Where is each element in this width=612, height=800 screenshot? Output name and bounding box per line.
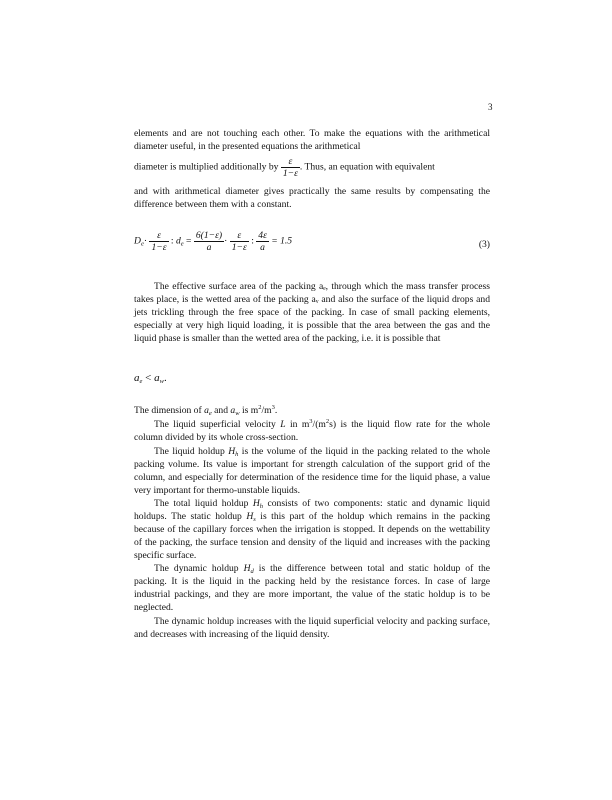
var: H — [228, 446, 236, 457]
sub: w — [235, 410, 240, 417]
fraction-denominator: 1−ε — [282, 168, 298, 179]
paragraph-liquid-holdup — [134, 445, 490, 497]
paragraph-arithmetic-diameter — [134, 127, 490, 153]
var: L — [280, 419, 286, 430]
fraction-denominator: a — [260, 242, 265, 253]
page-number: 3 — [488, 102, 493, 112]
text: s) is the liquid flow rate for the whole column divided by its whole cross-section. — [134, 419, 490, 444]
eq-colon: : — [168, 235, 176, 247]
eq-fraction-4 — [256, 230, 269, 253]
eq-colon: : — [248, 235, 257, 247]
ineq-a: a — [134, 372, 140, 384]
eq-dot: · — [224, 235, 228, 247]
ineq-end: . — [163, 372, 167, 384]
sub: d — [250, 568, 254, 575]
eq-d-sub: e — [180, 240, 184, 248]
sub: h — [235, 451, 239, 458]
text: . — [274, 405, 278, 416]
paragraph-superficial-velocity — [134, 418, 490, 444]
eq-dot: · — [143, 235, 148, 247]
eq-d: d — [175, 235, 181, 247]
paragraph-multiplier-line — [134, 156, 490, 179]
fraction-denominator: 1−ε — [231, 242, 247, 253]
var: H — [246, 511, 254, 523]
text: The total liquid holdup — [154, 498, 253, 509]
paragraph-dimension — [134, 404, 490, 417]
equation-3 — [134, 230, 490, 253]
fraction-numerator: ε — [149, 230, 168, 242]
sup: 3 — [309, 418, 313, 425]
paragraph-text: The dynamic holdup increases with the liquid superficial velocity and packing surface, and decreases with increasing of the liquid density. — [134, 616, 490, 641]
text: /m — [261, 405, 272, 416]
eq-equals: = — [183, 235, 194, 247]
var: H — [252, 498, 260, 509]
eq-D-sub: e — [140, 240, 144, 248]
text: The liquid holdup — [154, 446, 229, 457]
fraction-denominator: 1−ε — [151, 242, 167, 253]
sub: s — [253, 516, 256, 524]
text: . Thus, an equation with equivalent — [299, 161, 435, 173]
ineq-sub: e — [139, 378, 143, 385]
text: is this part of the holdup which remains in the packing because of the capillary forces when the irrigation is stopped. It depends on the wettability of the packing, the surface tension and density of the liquid and increases with the packing specific surface. — [134, 511, 490, 562]
var: a — [230, 405, 236, 416]
text: consists of two components: static and dynamic liquid holdups. The static holdup — [134, 498, 490, 523]
sup: 2 — [325, 418, 330, 425]
text: and — [211, 405, 231, 416]
eq-fraction-2 — [194, 230, 224, 253]
paragraph-dynamic-holdup-increase — [134, 615, 490, 641]
sub: e — [208, 410, 212, 417]
paragraph-dynamic-holdup — [134, 562, 490, 614]
ineq-sub: w — [159, 378, 164, 385]
eq-fraction-1 — [149, 230, 168, 253]
paragraph-text: and with arithmetical diameter gives practically the same results by compensating the difference between them with a constant. — [134, 186, 490, 211]
inequality — [134, 372, 490, 384]
text: The dimension of — [134, 405, 205, 416]
text: diameter is multiplied additionally by — [134, 161, 279, 173]
text: The liquid superficial velocity — [154, 419, 281, 430]
fraction-numerator: ε — [230, 230, 249, 242]
ineq-a: a — [154, 372, 160, 384]
fraction-numerator: ε — [281, 156, 300, 168]
paragraph-compensation — [134, 185, 490, 211]
text: The dynamic holdup — [154, 563, 244, 574]
paragraph-text: The effective surface area of the packing aₑ, through which the mass transfer process takes place, is the wetted area of the packing aᵥ and also the surface of the liquid drops and jets trickling through the free space of the packing. In case of small packing elements, especially at very high liquid loading, it is possible that the area between the gas and the liquid phase is smaller than the wetted area of the packing, i.e. it is possible that — [134, 281, 490, 345]
equation-number: (3) — [478, 239, 490, 250]
text: is the difference between total and static holdup of the packing. It is the liquid in the packing held by the resistance forces. In case of large industrial packings, and they are more important, the value of the static holdup is to be neglected. — [134, 563, 491, 614]
sup: 3 — [271, 404, 275, 411]
var: H — [243, 563, 251, 574]
ineq-op: < — [142, 372, 155, 384]
eq-fraction-3 — [230, 230, 249, 253]
fraction-numerator: 4ε — [258, 230, 267, 241]
fraction-eps — [281, 156, 300, 179]
text: in m — [285, 419, 310, 430]
eq-result: = 1.5 — [268, 235, 293, 247]
eq-D: D — [134, 235, 141, 247]
paragraph-total-holdup — [134, 497, 490, 562]
fraction-numerator: 6(1−ε) — [195, 230, 223, 241]
text: /(m — [312, 419, 326, 430]
fraction-denominator: a — [206, 242, 212, 253]
paragraph-text: elements and are not touching each other. To make the equations with the arithmetical diameter useful, in the presented equations the arithmetical — [134, 128, 490, 153]
var: a — [204, 405, 209, 416]
text: is m — [239, 405, 259, 416]
paragraph-effective-surface — [134, 280, 490, 345]
sup: 2 — [258, 404, 262, 411]
sub: h — [259, 503, 264, 510]
text: is the volume of the liquid in the packing related to the whole packing volume. Its value is important for strength calculation of the support grid of the column, and especially for determination of the residence time for the liquid phase, a value very important for thermo-unstable liquids. — [134, 446, 490, 497]
